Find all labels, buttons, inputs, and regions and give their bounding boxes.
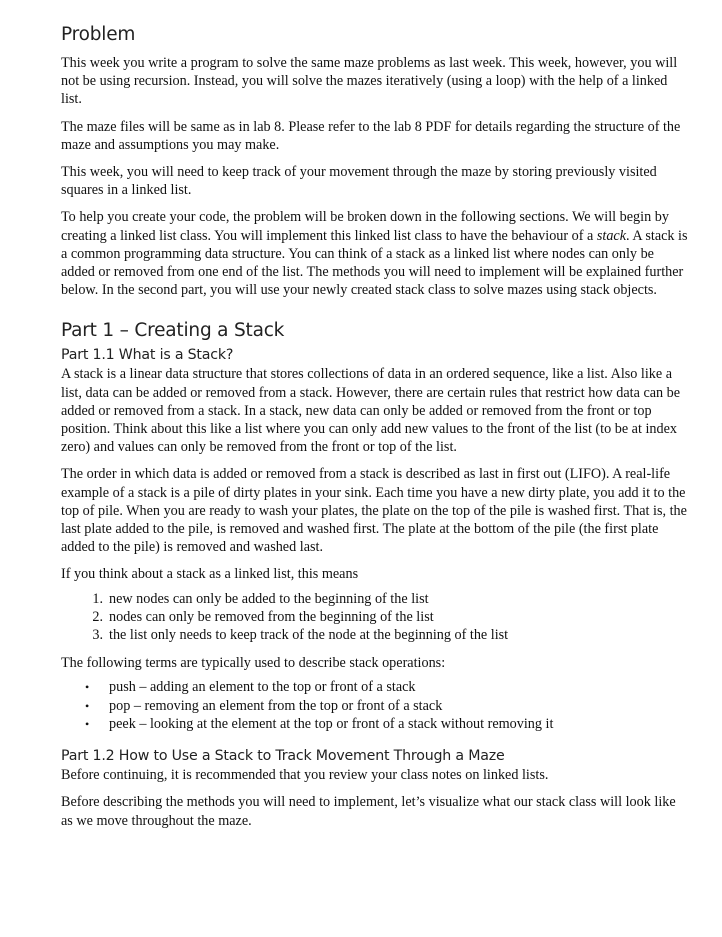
bullet-icon: • [85,698,90,713]
list-item-text: peek – looking at the element at the top or front of a stack without removing it [109,715,554,732]
bullet-list [61,678,689,733]
document-page [61,22,689,839]
bullet-icon: • [85,716,90,731]
list-item-text: the list only needs to keep track of the node at the beginning of the list [109,627,509,644]
paragraph-lifo: The order in which data is added or removed from a stack is described as last in first out (LIFO). A real-life example of a stack is a pile of dirty plates in your sink. Each time you have a new dirty plate, you add it to the top of pile. When you are ready to wash your plates, the plate on the top of the pile is washed first. That is, the last plate added to the pile, is removed and washed first. The plate at the bottom of the pile (the first plate added to the pile) is removed and washed last. [61,466,687,556]
paragraph-overview [61,208,689,299]
numbered-list-item [92,590,689,608]
list-item-text: push – adding an element to the top or front of a stack [109,679,416,696]
list-item-text: new nodes can only be added to the beginning of the list [109,590,429,607]
paragraph-stack-definition: A stack is a linear data structure that stores collections of data in an ordered sequence, like a list. Also like a list, data can be added or removed from a stack. However, there are certain rules that restrict how data can be added or removed from a stack. In a stack, new data can only be added or removed from the front or top position. Think about this like a list where you can only add new values to the front of the list (to be at index zero) and values can only be removed from the front or top of the list. [61,366,681,456]
numbered-list-item [92,608,689,626]
paragraph-maze-files: The maze files will be same as in lab 8. Please refer to the lab 8 PDF for details regarding the structure of the maze and assumptions you may make. [61,118,681,153]
overview-text-before: To help you create your code, the problem will be broken down in the following sections. We will begin by creating a linked list class. You will implement this linked list class to have the behaviour of a [61,209,669,244]
list-number: 3. [92,627,103,644]
list-number: 1. [92,590,103,607]
paragraph-review-notes: Before continuing, it is recommended that you review your class notes on linked lists. [61,767,549,784]
overview-text-after: . A stack is a common programming data structure. You can think of a stack as a linked list where nodes can only be added or removed from one end of the list. The methods you will need to implement will be explained further below. In the second part, you will use your newly created stack class to solve mazes using stack objects. [61,227,688,299]
numbered-list [61,590,689,645]
bullet-list-item [85,678,689,696]
stack-emphasis: stack [596,227,627,244]
heading-part-1: Part 1 – Creating a Stack [61,320,285,342]
list-number: 2. [92,608,103,625]
list-item-text: pop – removing an element from the top or front of a stack [109,697,443,714]
paragraph-visualize: Before describing the methods you will need to implement, let’s visualize what our stack class will look like as we move throughout the maze. [61,794,676,829]
paragraph-linked-list-intro: If you think about a stack as a linked list, this means [61,566,359,583]
heading-part-1-1: Part 1.1 What is a Stack? [61,347,234,364]
bullet-list-item [85,715,689,733]
paragraph-terms: The following terms are typically used to describe stack operations: [61,655,446,672]
bullet-icon: • [85,680,90,695]
heading-part-1-2: Part 1.2 How to Use a Stack to Track Movement Through a Maze [61,748,505,765]
numbered-list-item [92,626,689,644]
heading-problem: Problem [61,24,136,45]
list-item-text: nodes can only be removed from the beginning of the list [109,608,434,625]
paragraph-intro: This week you write a program to solve the same maze problems as last week. This week, however, you will not be using recursion. Instead, you will solve the mazes iteratively (using a loop) with the help of a linked list. [61,55,678,108]
bullet-list-item [85,697,689,715]
paragraph-tracking: This week, you will need to keep track of your movement through the maze by storing previously visited squares in a linked list. [61,164,657,199]
